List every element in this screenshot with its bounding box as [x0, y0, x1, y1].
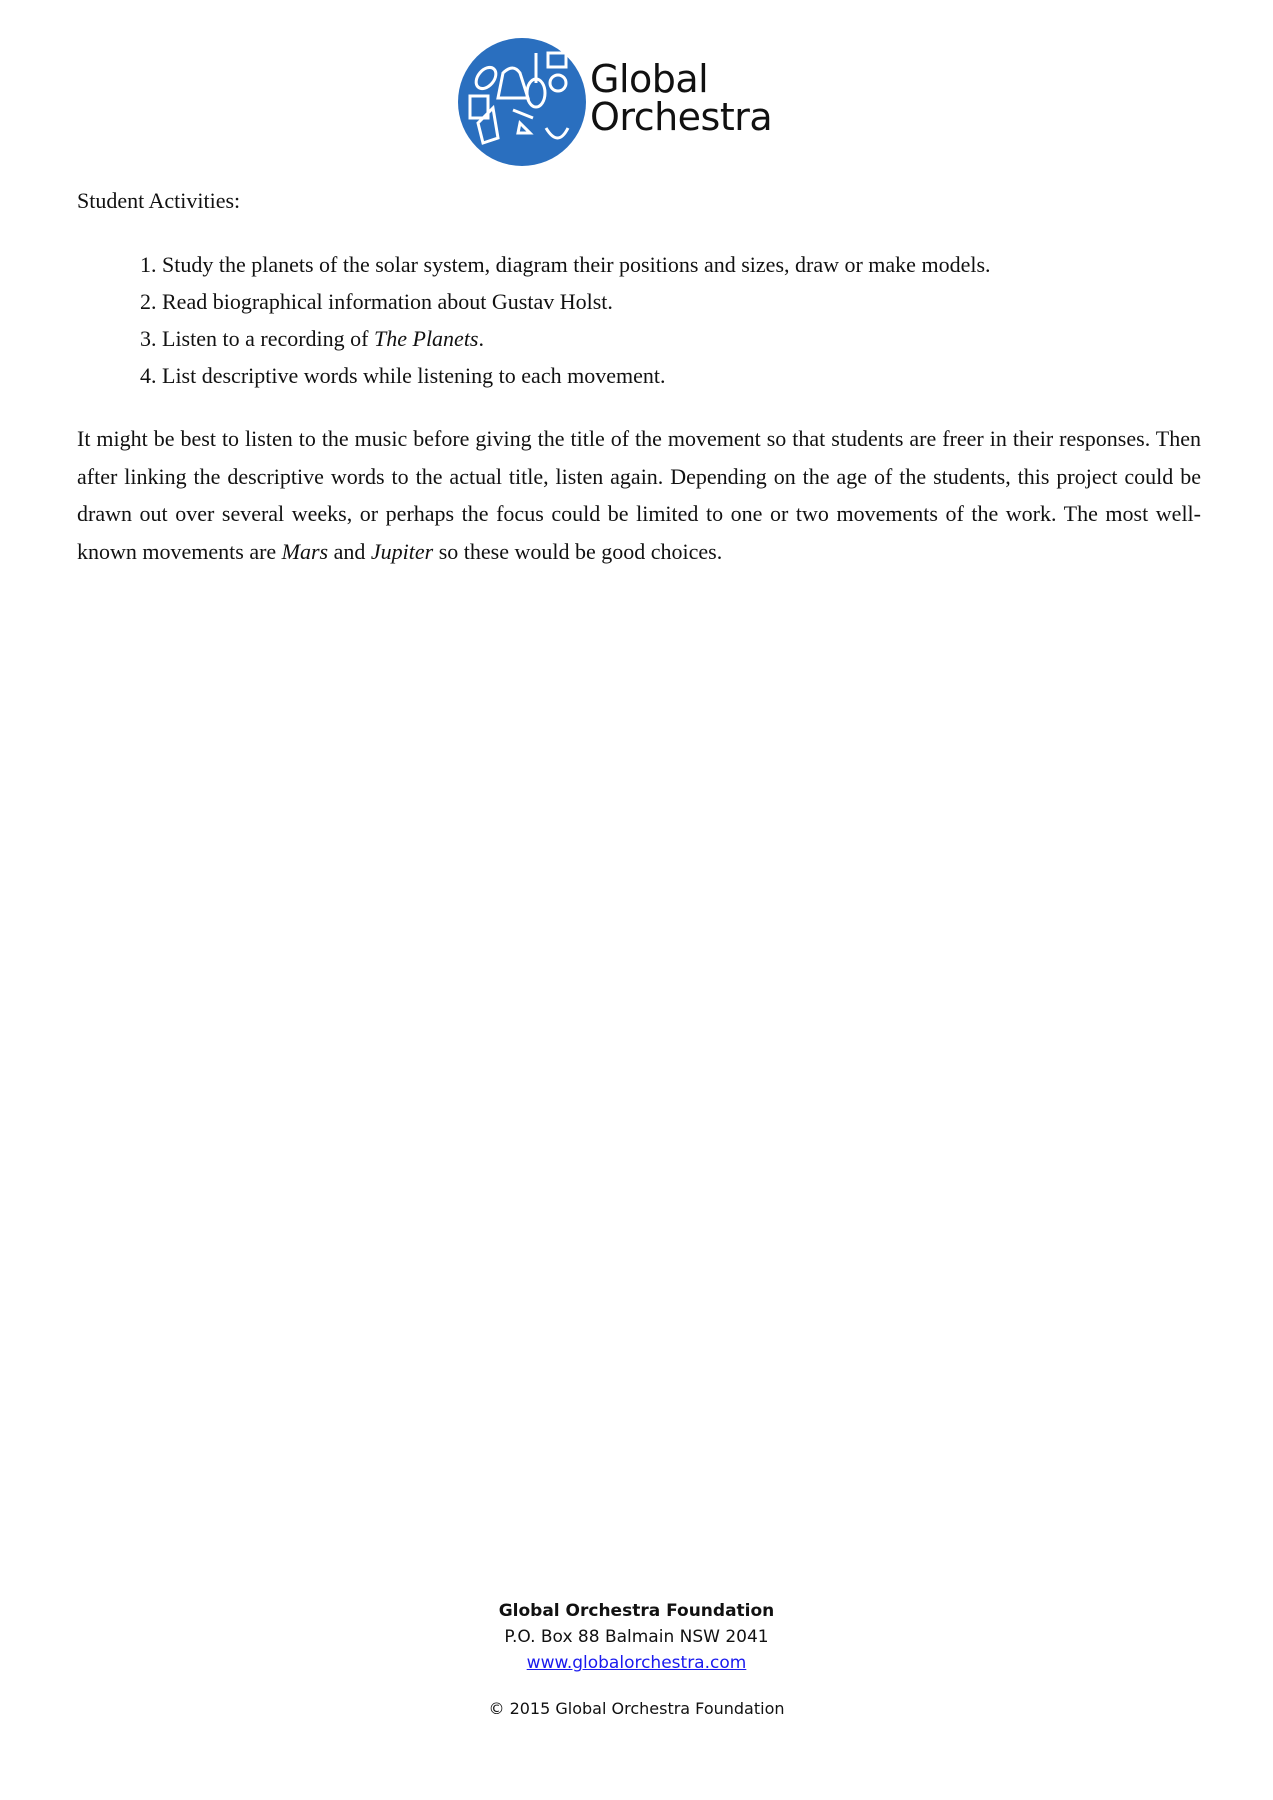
logo-wordmark — [590, 57, 773, 139]
paragraph-text: It might be best to listen to the music before giving the title of the movement so that students are freer in their responses. Then after linking the descriptive words to the actual title, listen again. Depending on the age of the students, this project could be drawn out over several weeks, or perhaps the focus could be limited to one or two movements of the work. The most well-known movements are — [77, 426, 1201, 564]
copyright-notice: © 2015 Global Orchestra Foundation — [488, 1699, 785, 1718]
page-footer — [0, 1598, 1273, 1722]
body-paragraph — [77, 420, 1201, 570]
logo-word-global: Global — [590, 57, 709, 101]
footer-org-name: Global Orchestra Foundation — [498, 1601, 775, 1621]
list-item — [162, 324, 1262, 361]
activities-list — [77, 250, 1262, 398]
orchestra-instruments-globe-icon — [458, 38, 586, 166]
footer-address: P.O. Box 88 Balmain NSW 2041 — [504, 1627, 769, 1647]
section-heading: Student Activities: — [77, 188, 241, 213]
list-item: 1. Study the planets of the solar system, diagram their positions and sizes, draw or make models. — [162, 250, 1262, 287]
list-item: 4. List descriptive words while listening to each movement. — [162, 361, 1262, 398]
global-orchestra-logo — [458, 38, 778, 168]
movement-title: Jupiter — [370, 538, 434, 564]
logo-word-orchestra: Orchestra — [590, 95, 773, 139]
list-item-text: Listen to a recording of — [162, 326, 374, 351]
work-title: The Planets — [374, 326, 479, 351]
website-link[interactable]: www.globalorchestra.com — [526, 1653, 747, 1673]
paragraph-text: so these would be good choices. — [433, 538, 723, 564]
paragraph-text: and — [328, 538, 371, 564]
list-item-text: . — [478, 326, 484, 351]
list-item: 2. Read biographical information about Gustav Holst. — [162, 287, 1262, 324]
movement-title: Mars — [281, 538, 329, 564]
